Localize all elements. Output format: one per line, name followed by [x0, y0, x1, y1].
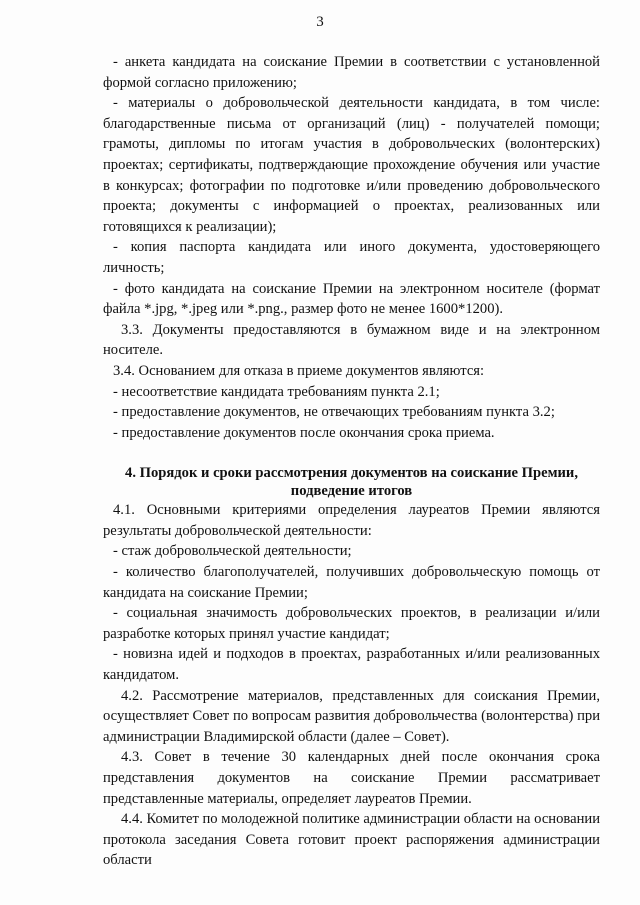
section-spacer — [103, 443, 600, 464]
paragraph: - новизна идей и подходов в проектах, разработанных и/или реализованных кандидатом. — [103, 646, 600, 684]
paragraph: 3.4. Основанием для отказа в приеме документов являются: — [113, 362, 485, 379]
paragraph: 4.1. Основными критериями определения лауреатов Премии являются результаты добровольческой деятельности: — [103, 502, 600, 539]
paragraph: - предоставление документов после окончания срока приема. — [113, 424, 495, 441]
paragraph: - предоставление документов, не отвечающих требованиям пункта 3.2; — [113, 404, 555, 421]
section-heading-line: 4. Порядок и сроки рассмотрения документов на соискание Премии, — [125, 465, 578, 482]
paragraph: - материалы о добровольческой деятельности кандидата, в том числе: благодарственные письма от организаций (лиц) - получателей помощи; грамоты, дипломы по итогам участия в добровольческих (волонтерских) проектах; сертификаты, подтверждающие прохождение обучения или участие в конкурсах; фотографии по подготовке и/или проведению добровольческого проекта; документы с информацией о проектах, реализованных или готовящихся к реализации); — [103, 95, 600, 235]
paragraph: - стаж добровольческой деятельности; — [113, 543, 352, 560]
section-heading-line: подведение итогов — [290, 483, 413, 500]
paragraph: 3.3. Документы предоставляются в бумажном виде и на электронном носителе. — [103, 321, 600, 359]
section-heading — [103, 464, 600, 500]
paragraph: - количество благополучателей, получивших добровольческую помощь от кандидата на соискание Премии; — [103, 564, 600, 601]
paragraph: 4.2. Рассмотрение материалов, представленных для соискания Премии, осуществляет Совет по вопросам развития добровольчества (волонтерства) при администрации Владимирской области (далее – Совет). — [103, 687, 600, 745]
paragraph: - анкета кандидата на соискание Премии в соответствии с установленной формой согласно приложению; — [103, 54, 600, 91]
paragraph: - социальная значимость добровольческих проектов, в реализации и/или разработке которых принял участие кандидат; — [103, 605, 600, 642]
paragraph: 4.3. Совет в течение 30 календарных дней после окончания срока представления документов на соискание Премии рассматривает представленные материалы, определяет лауреатов Премии. — [103, 749, 600, 807]
paragraph: - копия паспорта кандидата или иного документа, удостоверяющего личность; — [103, 239, 600, 276]
paragraph: - несоответствие кандидата требованиям пункта 2.1; — [113, 383, 440, 400]
document-body — [103, 52, 600, 871]
paragraph: 4.4. Комитет по молодежной политике администрации области на основании протокола заседания Совета готовит проект распоряжения администрации области — [103, 811, 601, 869]
page-number: 3 — [316, 14, 324, 30]
paragraph: - фото кандидата на соискание Премии на электронном носителе (формат файла *.jpg, *.jpeg или *.png., размер фото не менее 1600*1200). — [103, 280, 600, 318]
